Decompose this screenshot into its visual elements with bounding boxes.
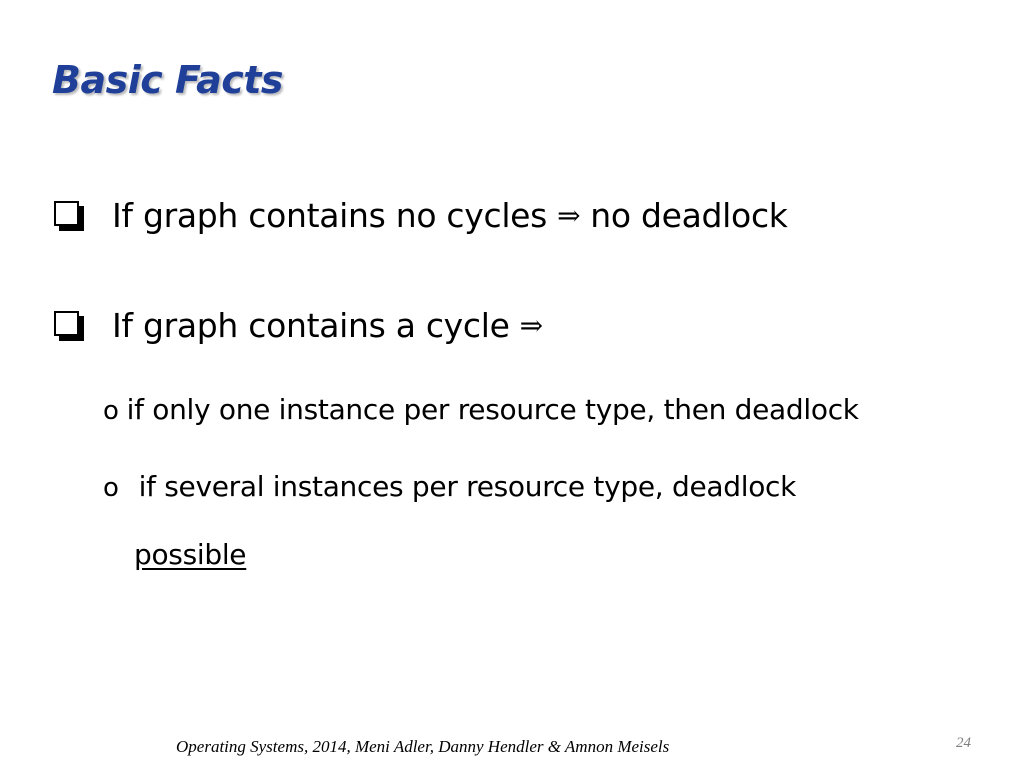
page-number: 24 bbox=[956, 735, 971, 751]
circle-bullet-marker: o bbox=[103, 473, 119, 503]
subbullet-single-instance bbox=[103, 393, 859, 426]
bullet-text: If graph contains no cycles bbox=[112, 196, 548, 235]
implies-arrow: ⇒ bbox=[519, 309, 543, 342]
implies-arrow: ⇒ bbox=[557, 199, 581, 232]
slide-title: Basic Facts bbox=[52, 58, 284, 102]
bullet-conclusion: no deadlock bbox=[590, 196, 788, 235]
checkbox-icon bbox=[54, 201, 84, 231]
bullet-cycle bbox=[54, 306, 543, 345]
subbullet-text: if only one instance per resource type, then deadlock bbox=[126, 393, 859, 426]
circle-bullet-marker: o bbox=[103, 396, 119, 426]
bullet-no-cycles bbox=[54, 196, 788, 235]
checkbox-icon bbox=[54, 311, 84, 341]
bullet-text: If graph contains a cycle bbox=[112, 306, 510, 345]
subbullet-text: if several instances per resource type, deadlock bbox=[138, 470, 797, 503]
subbullet-several-instances bbox=[103, 470, 796, 503]
slide-footer: Operating Systems, 2014, Meni Adler, Danny Hendler & Amnon Meisels bbox=[176, 737, 670, 756]
subbullet-continuation-underlined: possible bbox=[134, 538, 247, 571]
